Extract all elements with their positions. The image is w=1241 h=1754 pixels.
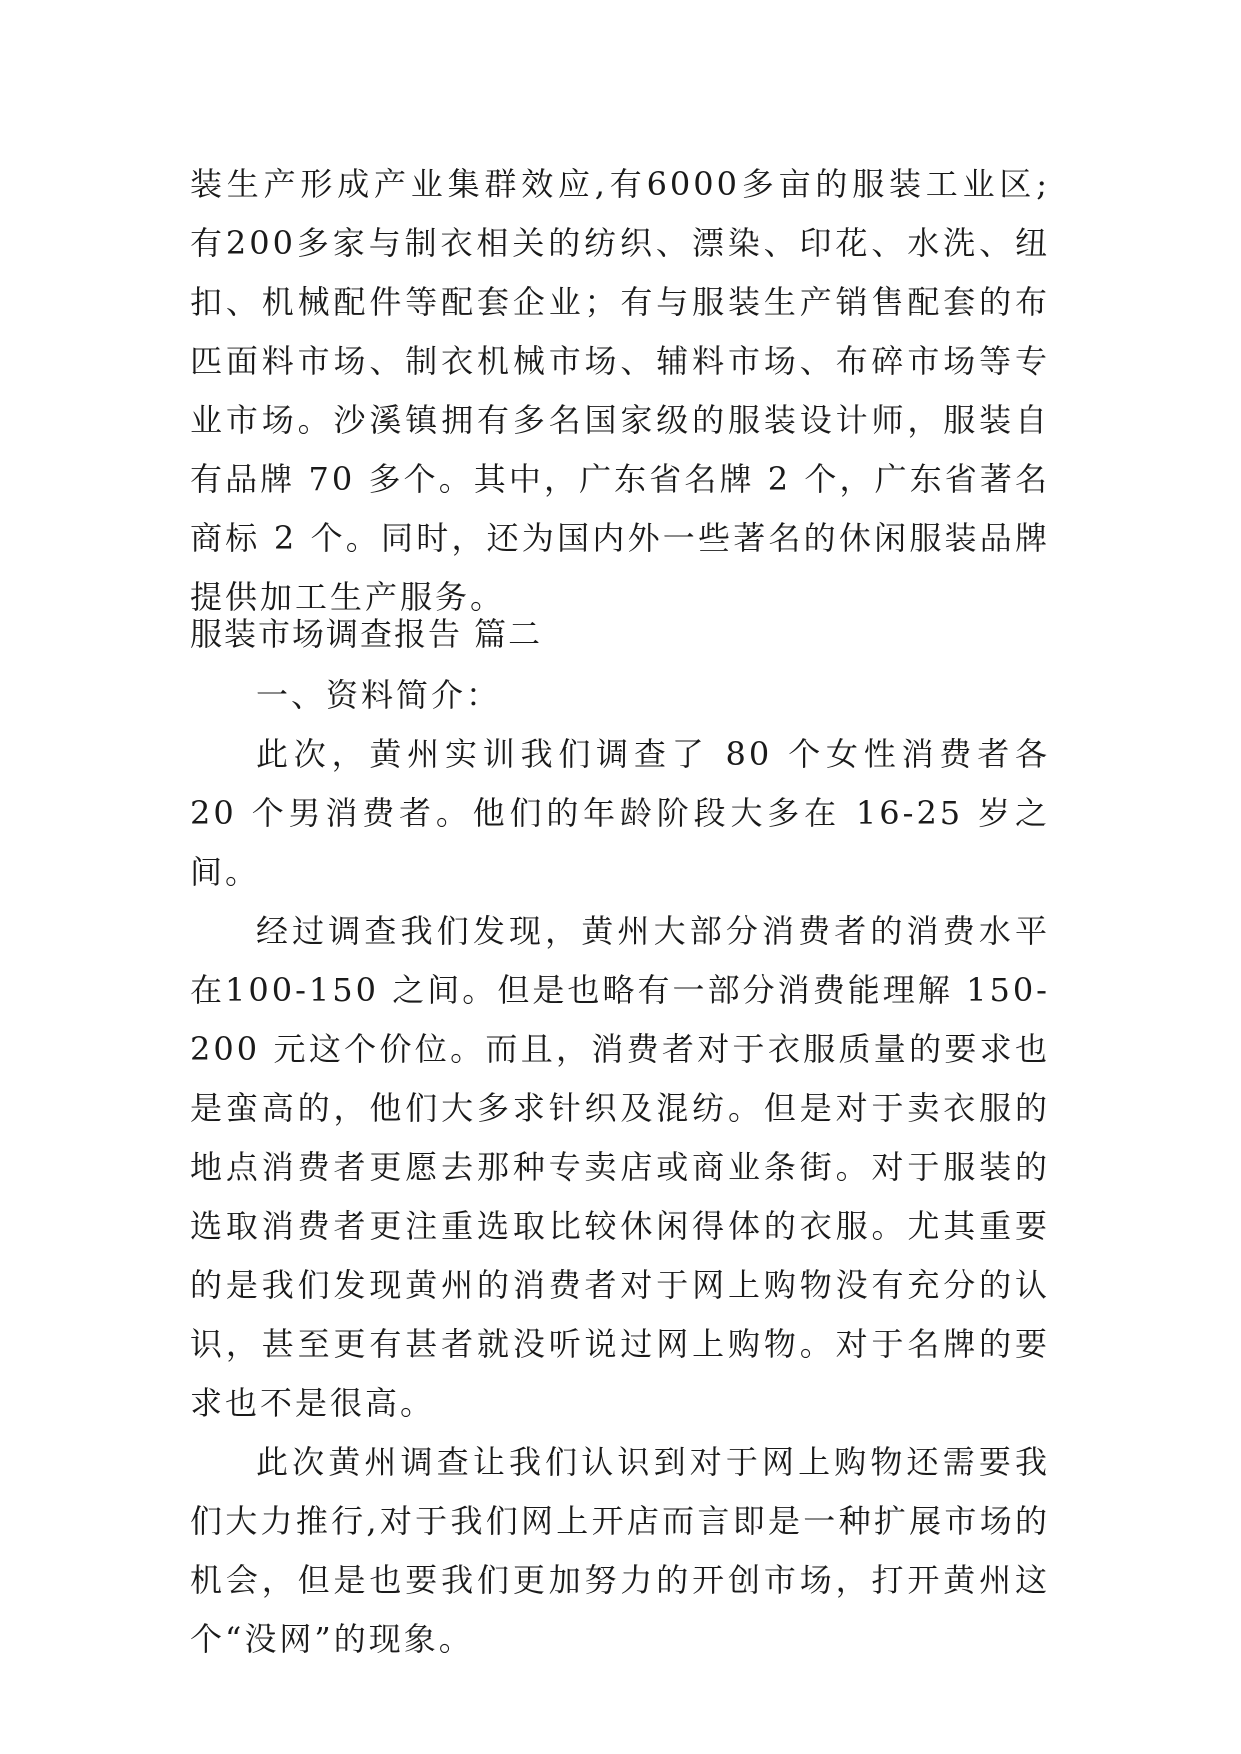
continued-section xyxy=(190,155,1050,627)
body-paragraph: 经过调查我们发现，黄州大部分消费者的消费水平在100-150 之间。但是也略有一部分消费能理解 150-200 元这个价位。而且，消费者对于衣服质量的要求也是蛮高的，他们大多求针织及混纺。但是对于卖衣服的地点消费者更愿去那种专卖店或商业条街。对于服装的选取消费者更注重选取比较休闲得体的衣服。尤其重要的是我们发现黄州的消费者对于网上购物没有充分的认识，甚至更有甚者就没听说过网上购物。对于名牌的要求也不是很高。 xyxy=(190,912,1050,1422)
body-paragraph: 此次，黄州实训我们调查了 80 个女性消费者各 20 个男消费者。他们的年龄阶段大多在 16-25 岁之间。 xyxy=(190,735,1050,891)
continued-paragraph: 装生产形成产业集群效应,有6000多亩的服装工业区; 有200多家与制衣相关的纺织、漂染、印花、水洗、纽扣、机械配件等配套企业；有与服装生产销售配套的布匹面料市场、制衣机械市场、辅料市场、布碎市场等专业市场。沙溪镇拥有多名国家级的服装设计师，服装自有品牌 70 多个。其中，广东省名牌 2 个，广东省著名商标 2 个。同时，还为国内外一些著名的休闲服装品牌提供加工生产服务。 xyxy=(190,165,1050,616)
body-paragraph: 此次黄州调查让我们认识到对于网上购物还需要我们大力推行,对于我们网上开店而言即是一种扩展市场的机会，但是也要我们更加努力的开创市场，打开黄州这个“没网”的现象。 xyxy=(190,1443,1050,1658)
section-title: 服装市场调查报告 篇二 xyxy=(190,615,543,653)
report-section-two xyxy=(190,605,1050,1669)
subheading: 一、资料简介： xyxy=(256,676,502,714)
